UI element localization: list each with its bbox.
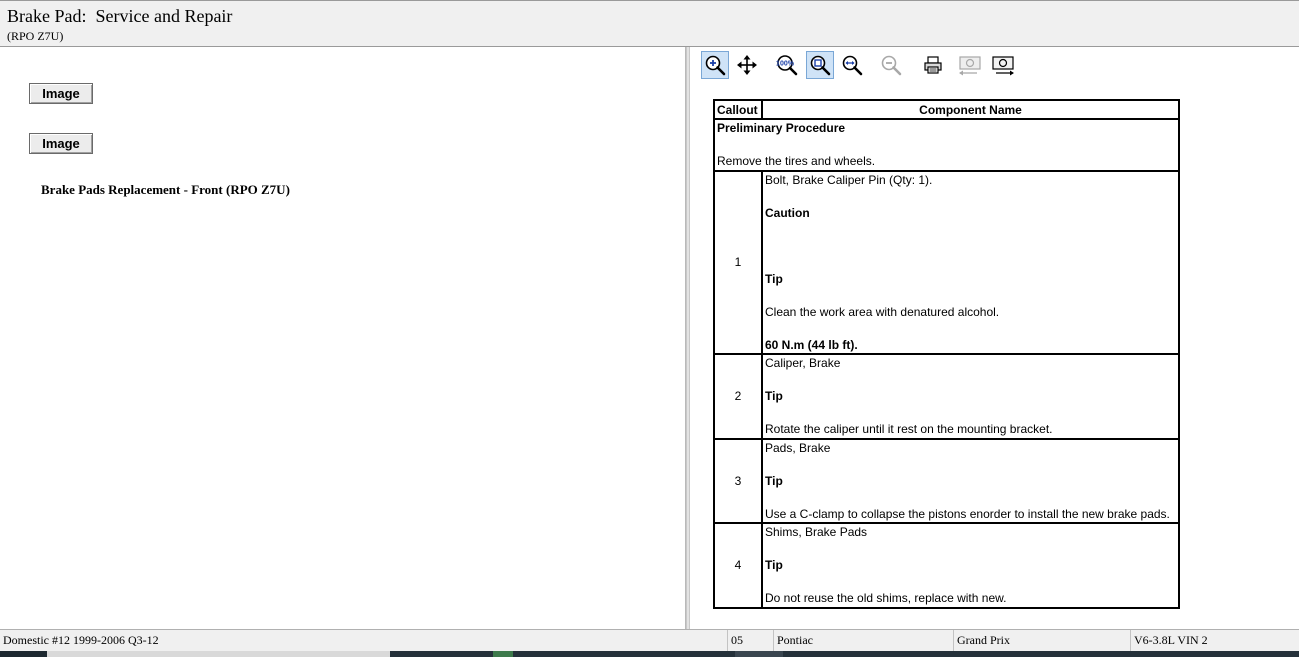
callout-row — [714, 171, 1179, 355]
next-image-button[interactable] — [989, 51, 1017, 79]
component-text — [765, 489, 1176, 506]
component-text: Do not reuse the old shims, replace with new. — [765, 591, 1007, 605]
component-text — [765, 287, 1176, 304]
component-heading: Tip — [765, 271, 783, 286]
print-button[interactable] — [919, 51, 947, 79]
next-image-icon — [990, 54, 1016, 76]
component-text: Clean the work area with denatured alcohol. — [765, 304, 1000, 319]
component-text: Shims, Brake Pads — [765, 525, 868, 539]
status-year: 05 — [727, 630, 773, 651]
zoom-out-icon — [880, 54, 902, 76]
status-engine: V6-3.8L VIN 2 — [1130, 630, 1299, 651]
zoom-100-icon — [775, 54, 799, 76]
zoom-fit-button[interactable] — [806, 51, 834, 79]
component-text — [765, 541, 1176, 558]
preliminary-procedure-text: Remove the tires and wheels. — [717, 154, 876, 168]
component-heading: Tip — [765, 389, 783, 403]
component-cell — [762, 523, 1179, 608]
component-cell — [762, 171, 1179, 355]
component-text — [765, 320, 1176, 337]
callout-table — [713, 99, 1180, 609]
previous-image-button[interactable] — [956, 51, 984, 79]
zoom-100-label: 100% — [776, 60, 794, 68]
component-heading: Tip — [765, 558, 783, 572]
component-text: Rotate the caliper until it rest on the mounting bracket. — [765, 422, 1053, 436]
component-cell — [762, 439, 1179, 524]
component-cell — [762, 354, 1179, 439]
image-toolbar — [690, 47, 1299, 83]
callout-rows — [714, 171, 1179, 608]
status-make: Pontiac — [773, 630, 953, 651]
taskbar-segment — [0, 651, 47, 657]
pan-icon — [736, 54, 758, 76]
component-text — [765, 188, 1176, 205]
component-column-header: Component Name — [762, 100, 1179, 119]
component-heading: Tip — [765, 473, 783, 488]
image-button-1[interactable]: Image — [29, 83, 93, 104]
callout-number: 3 — [714, 439, 762, 524]
pan-button[interactable] — [733, 51, 761, 79]
document-header — [0, 0, 1299, 47]
status-model: Grand Prix — [953, 630, 1130, 651]
page-title: Brake Pad: Service and Repair — [7, 6, 233, 26]
status-bar — [0, 629, 1299, 651]
component-text — [765, 456, 1176, 473]
callout-number: 4 — [714, 523, 762, 608]
component-heading: Caution — [765, 205, 810, 220]
component-text: Pads, Brake — [765, 440, 831, 455]
taskbar-segment — [47, 651, 390, 657]
taskbar-segment — [735, 651, 783, 657]
taskbar-segment — [493, 651, 513, 657]
component-text — [765, 372, 1176, 389]
print-icon — [922, 54, 944, 76]
callout-row — [714, 354, 1179, 439]
procedure-link[interactable]: Brake Pads Replacement - Front (RPO Z7U) — [41, 182, 290, 197]
callout-column-header: Callout — [714, 100, 762, 119]
right-pane — [690, 47, 1299, 629]
component-text: Caliper, Brake — [765, 356, 841, 370]
component-text: Use a C-clamp to collapse the pistons enorder to install the new brake pads. — [765, 506, 1170, 521]
taskbar-strip — [0, 651, 1299, 657]
zoom-width-icon — [841, 54, 863, 76]
preliminary-procedure-heading: Preliminary Procedure — [717, 121, 846, 135]
zoom-out-button[interactable] — [877, 51, 905, 79]
page-subtitle: (RPO Z7U) — [7, 29, 64, 43]
component-text — [765, 254, 1176, 271]
left-pane — [0, 47, 686, 629]
previous-image-icon — [957, 54, 983, 76]
zoom-in-button[interactable] — [701, 51, 729, 79]
callout-row — [714, 523, 1179, 608]
zoom-fit-icon — [809, 54, 831, 76]
component-heading: 60 N.m (44 lb ft). — [765, 337, 858, 352]
component-text — [765, 238, 1176, 255]
component-text — [765, 405, 1176, 422]
component-text — [765, 221, 1176, 238]
callout-number: 2 — [714, 354, 762, 439]
component-text — [765, 574, 1176, 591]
preliminary-procedure-cell — [714, 119, 1179, 171]
image-button-2[interactable]: Image — [29, 133, 93, 154]
table-header-row — [714, 100, 1179, 119]
preliminary-procedure-row — [714, 119, 1179, 171]
zoom-width-button[interactable] — [838, 51, 866, 79]
zoom-in-icon — [704, 54, 726, 76]
status-database: Domestic #12 1999-2006 Q3-12 — [3, 633, 159, 647]
callout-number: 1 — [714, 171, 762, 355]
component-text: Bolt, Brake Caliper Pin (Qty: 1). — [765, 172, 933, 187]
callout-row — [714, 439, 1179, 524]
zoom-100-button[interactable] — [773, 51, 801, 79]
